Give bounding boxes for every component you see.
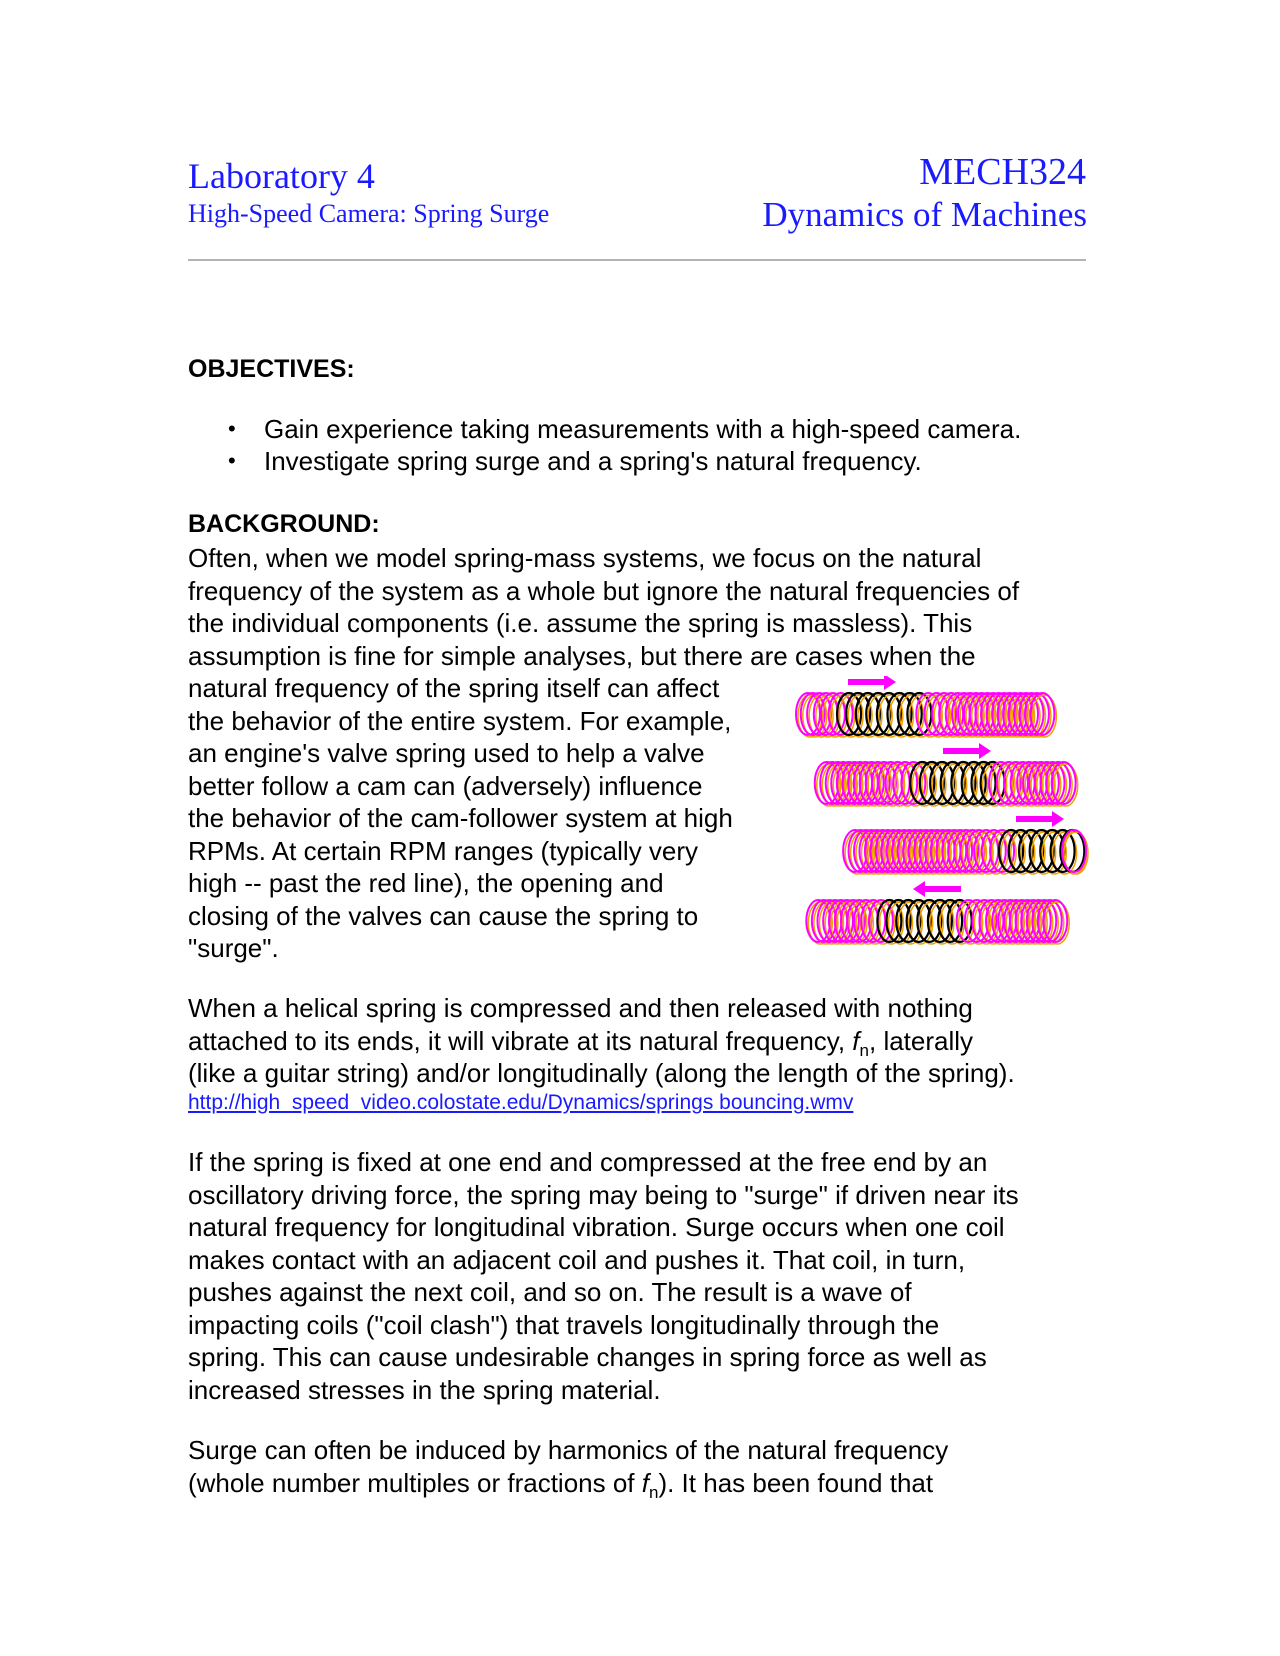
direction-arrow — [913, 881, 961, 897]
direction-arrow — [848, 676, 896, 690]
text-span: (whole number multiples or fractions of — [188, 1467, 642, 1498]
text-line: If the spring is fixed at one end and compressed at the free end by an — [188, 1147, 988, 1177]
text-line: Surge can often be induced by harmonics of the natural frequency — [188, 1435, 949, 1465]
symbol-subscript-n: n — [859, 1040, 869, 1060]
text-line: the behavior of the entire system. For example, — [188, 705, 732, 736]
spring-row — [796, 676, 1056, 737]
text-line: oscillatory driving force, the spring may being to "surge" if driven near its — [188, 1179, 1019, 1210]
objective-item: • Gain experience taking measurements with a high-speed camera. — [228, 413, 1021, 445]
text-line: makes contact with an adjacent coil and pushes it. That coil, in turn, — [188, 1244, 966, 1275]
text-line: natural frequency of the spring itself can affect — [188, 673, 720, 703]
symbol-f: f — [641, 1467, 649, 1498]
spring-row — [815, 743, 1078, 806]
lab-subtitle: High-Speed Camera: Spring Surge — [188, 199, 550, 228]
objective-item: • Investigate spring surge and a spring's natural frequency. — [228, 445, 1021, 477]
text-line: (like a guitar string) and/or longitudinally (along the length of the spring). — [188, 1058, 1015, 1088]
text-line: spring. This can cause undesirable changes in spring force as well as — [188, 1342, 987, 1372]
text-line: frequency of the system as a whole but ignore the natural frequencies of — [188, 575, 1020, 606]
course-code: MECH324 — [919, 151, 1086, 193]
direction-arrow — [943, 743, 991, 759]
text-line — [188, 1467, 1093, 1500]
text-line: pushes against the next coil, and so on. The result is a wave of — [188, 1277, 912, 1307]
helical-paragraph — [188, 992, 1093, 1116]
text-span: , laterally — [869, 1025, 974, 1056]
text-line — [188, 1025, 1093, 1058]
text-line: increased stresses in the spring material. — [188, 1374, 661, 1405]
text-line: "surge". — [188, 933, 279, 963]
text-line: the individual components (i.e. assume the spring is massless). This — [188, 608, 973, 638]
text-line: RPMs. At certain RPM ranges (typically very — [188, 835, 699, 866]
text-line: closing of the valves can cause the spring to — [188, 900, 699, 931]
header-divider — [188, 259, 1086, 261]
text-line: natural frequency for longitudinal vibration. Surge occurs when one coil — [188, 1212, 1005, 1242]
text-line: the behavior of the cam-follower system at high — [188, 803, 733, 833]
text-line: high -- past the red line), the opening and — [188, 868, 664, 898]
objectives-heading: OBJECTIVES: — [188, 355, 355, 383]
background-intro — [188, 542, 1093, 672]
spring-surge-figure — [788, 676, 1098, 966]
text-span: ). It has been found that — [658, 1467, 934, 1498]
harmonics-paragraph — [188, 1434, 1093, 1502]
text-span: attached to its ends, it will vibrate at its natural frequency, — [188, 1025, 853, 1056]
lab-title: Laboratory 4 — [188, 156, 375, 196]
background-heading: BACKGROUND: — [188, 510, 380, 538]
video-link[interactable]: http://high_speed_video.colostate.edu/Dynamics/springs bouncing.wmv — [188, 1090, 854, 1114]
course-name: Dynamics of Machines — [762, 195, 1087, 234]
direction-arrow — [1016, 811, 1064, 827]
text-line: assumption is fine for simple analyses, but there are cases when the — [188, 640, 976, 671]
surge-paragraph — [188, 1146, 1093, 1406]
symbol-subscript-n: n — [648, 1482, 659, 1502]
spring-row — [806, 881, 1069, 944]
symbol-f: f — [852, 1025, 860, 1056]
text-line: When a helical spring is compressed and then released with nothing — [188, 993, 973, 1023]
text-line: better follow a cam can (adversely) influence — [188, 770, 703, 801]
text-line: an engine's valve spring used to help a valve — [188, 738, 705, 768]
objectives-list — [228, 413, 1021, 477]
text-line: Often, when we model spring-mass systems, we focus on the natural — [188, 543, 982, 573]
text-line: impacting coils ("coil clash") that travels longitudinally through the — [188, 1309, 940, 1340]
spring-row — [843, 811, 1088, 874]
background-wrapped-text — [188, 672, 788, 965]
